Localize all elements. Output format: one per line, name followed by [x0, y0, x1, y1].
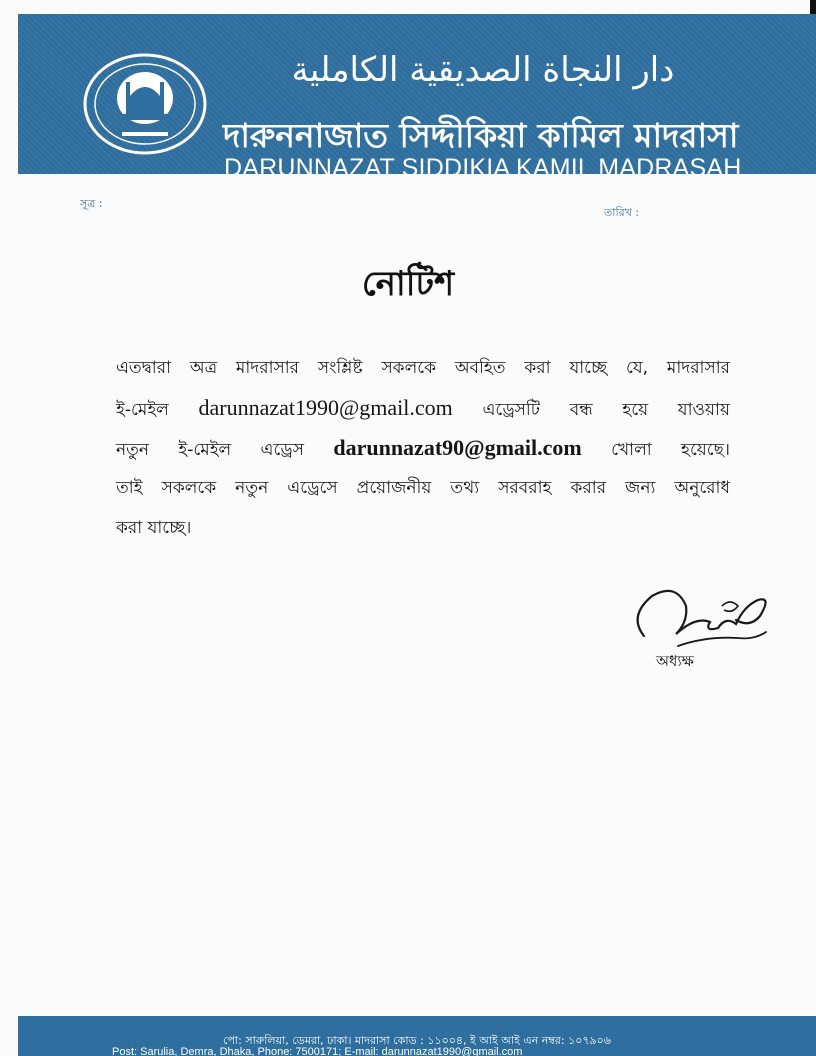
madrasah-seal — [82, 52, 208, 156]
institution-name-english: DARUNNAZAT SIDDIKIA KAMIL MADRASAH — [224, 154, 742, 182]
notice-title: নোটিশ — [361, 264, 455, 304]
date-label: তারিখ : — [604, 206, 640, 219]
line2-prefix: ই-মেইল — [116, 400, 169, 420]
footer-address-english: Post: Sarulia, Demra, Dhaka, Phone: 7500171; E-mail: darunnazat1990@gmail.com — [112, 1046, 523, 1056]
line3-suffix: খোলা হয়েছে। — [611, 440, 731, 460]
notice-line-1: এতদ্বারা অত্র মাদরাসার সংশ্লিষ্ট সকলকে অবহিত করা যাচ্ছে যে, মাদরাসার — [116, 358, 730, 378]
reference-label: সূত্র : — [80, 197, 103, 210]
arabic-title: دار النجاة الصديقية الكاملية — [291, 50, 675, 90]
notice-line-5: করা যাচ্ছে। — [116, 518, 192, 538]
notice-body — [116, 350, 730, 550]
footer-banner — [18, 1016, 816, 1056]
old-email-address: darunnazat1990@gmail.com — [198, 395, 453, 420]
notice-line-2 — [116, 390, 730, 430]
notice-line-4: তাই সকলকে নতুন এড্রেসে প্রয়োজনীয় তথ্য সরবরাহ করার জন্য অনুরোধ — [116, 478, 730, 498]
signatory-title: অধ্যক্ষ — [656, 652, 694, 670]
line3-prefix: নতুন ই-মেইল এড্রেস — [116, 440, 304, 460]
line2-suffix: এড্রেসটি বন্ধ হয়ে যাওয়ায় — [482, 400, 730, 420]
new-email-address: darunnazat90@gmail.com — [333, 435, 582, 460]
notice-line-3 — [116, 430, 730, 470]
principal-signature — [626, 576, 776, 654]
letterhead-banner — [18, 14, 816, 182]
footer-address-bengali: পো: সারুলিয়া, ডেমরা, ঢাকা। মাদরাসা কোড : ১১০০৪, ই আই আই এন নম্বর: ১০৭৯০৬ — [223, 1034, 611, 1047]
institution-name-bengali: দারুননাজাত সিদ্দীকিয়া কামিল মাদরাসা — [223, 116, 739, 155]
